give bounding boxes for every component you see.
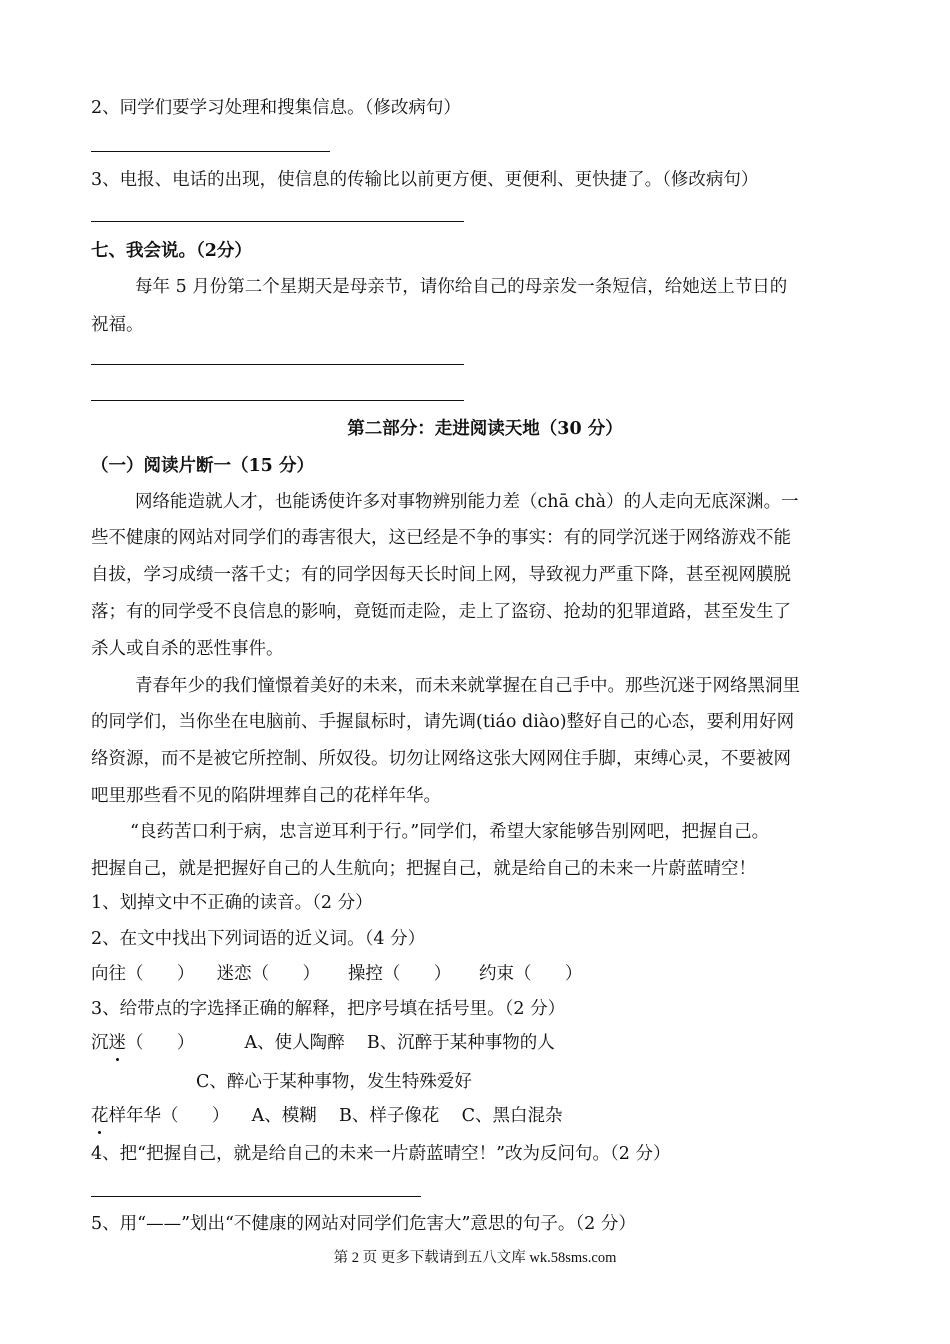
reading-section-1-heading: （一）阅读片断一（15 分） xyxy=(91,456,314,476)
reading-question-1: 1、划掉文中不正确的读音。（2 分） xyxy=(91,893,373,913)
dotted-char-hua: 花 xyxy=(91,1106,109,1126)
question-6-item-2: 2、同学们要学习处理和搜集信息。（修改病句） xyxy=(91,98,461,118)
question-6-item-3: 3、电报、电话的出现，使信息的传输比以前更方便、更便利、更快捷了。（修改病句） xyxy=(91,170,759,190)
reading-question-4: 4、把“把握自己，就是给自己的未来一片蔚蓝晴空！”改为反问句。（2 分） xyxy=(91,1144,671,1164)
section-7-prompt-cont: 祝福。 xyxy=(91,315,144,335)
passage-line: 杀人或自杀的恶性事件。 xyxy=(91,639,284,659)
passage-line: 吧里那些看不见的陷阱埋葬自己的花样年华。 xyxy=(91,786,441,806)
question-3-option-b-choices: （ ） A、模糊 B、样子像花 C、黑白混杂 xyxy=(161,1106,563,1126)
passage-line: 落；有的同学受不良信息的影响，竟铤而走险，走上了盗窃、抢劫的犯罪道路，甚至发生了 xyxy=(91,602,791,622)
word-huayangnianhua-rest: 样年华 xyxy=(108,1106,161,1126)
answer-line xyxy=(91,151,330,152)
question-3-option-a-choices: （ ） A、使人陶醉 B、沉醉于某种事物的人 xyxy=(126,1033,555,1053)
passage-line: 网络能造就人才，也能诱使许多对事物辨别能力差（chā chà）的人走向无底深渊。一 xyxy=(135,492,799,512)
word-chenmi-char-1: 沉 xyxy=(91,1033,109,1053)
question-3-option-a-row xyxy=(91,1032,555,1054)
passage-line: 络资源，而不是被它所控制、所奴役。切勿让网络这张大网网住手脚，束缚心灵，不要被网 xyxy=(91,749,791,769)
reading-question-5: 5、用“——”划出“不健康的网站对同学们危害大”意思的句子。（2 分） xyxy=(91,1214,636,1234)
answer-line xyxy=(91,1196,421,1197)
answer-line xyxy=(91,364,464,365)
section-7-prompt: 每年 5 月份第二个星期天是母亲节，请你给自己的母亲发一条短信，给她送上节日的 xyxy=(135,277,788,297)
answer-line xyxy=(91,400,464,401)
passage-line: “良药苦口利于病，忠言逆耳利于行。”同学们，希望大家能够告别网吧，把握自己。 xyxy=(130,822,770,842)
passage-line: 青春年少的我们憧憬着美好的未来，而未来就掌握在自己手中。那些沉迷于网络黑洞里 xyxy=(135,676,800,696)
section-7-heading: 七、我会说。（2分） xyxy=(91,241,252,261)
page-footer: 第 2 页 更多下载请到五八文库 wk.58sms.com xyxy=(333,1250,617,1266)
question-3-option-b-row xyxy=(91,1105,563,1127)
reading-question-2: 2、在文中找出下列词语的近义词。（4 分） xyxy=(91,929,426,949)
question-3-option-a-c: C、醉心于某种事物，发生特殊爱好 xyxy=(196,1072,472,1092)
dotted-char-mi: 迷 xyxy=(108,1033,126,1053)
passage-line: 自拔，学习成绩一落千丈；有的同学因每天长时间上网，导致视力严重下降，甚至视网膜脱 xyxy=(91,565,791,585)
answer-line xyxy=(91,221,464,222)
passage-line: 把握自己，就是把握好自己的人生航向；把握自己，就是给自己的未来一片蔚蓝晴空！ xyxy=(91,859,756,879)
part-2-title: 第二部分：走进阅读天地（30 分） xyxy=(347,419,623,439)
reading-question-3: 3、给带点的字选择正确的解释，把序号填在括号里。（2 分） xyxy=(91,999,566,1019)
passage-line: 的同学们，当你坐在电脑前、手握鼠标时，请先调(tiáo diào)整好自己的心态，要利用好网 xyxy=(91,712,795,732)
reading-question-2-words: 向往（ ） 迷恋（ ） 操控（ ） 约束（ ） xyxy=(91,964,583,984)
passage-line: 些不健康的网站对同学们的毒害很大，这已经是不争的事实：有的同学沉迷于网络游戏不能 xyxy=(91,528,791,548)
